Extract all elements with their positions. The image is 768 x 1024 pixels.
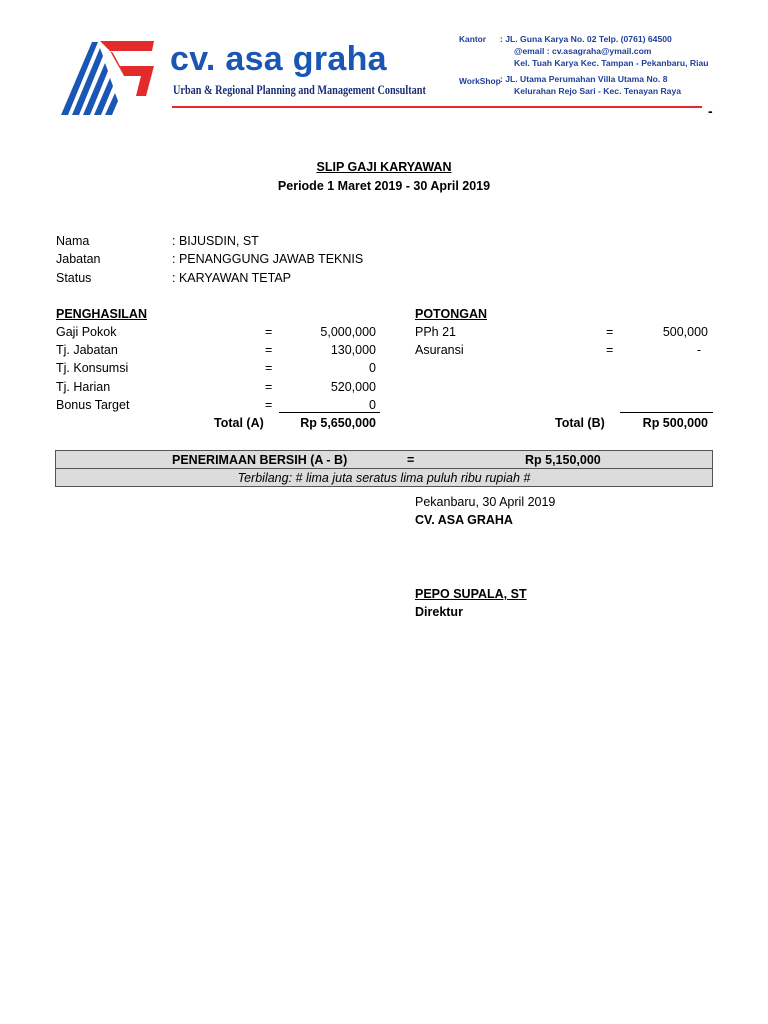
income-row-label: Tj. Harian	[56, 380, 111, 394]
deduction-row-value: -	[696, 343, 701, 357]
income-row-eq: =	[265, 343, 273, 357]
net-pay-bar	[55, 450, 713, 469]
income-row-eq: =	[265, 398, 273, 412]
deduction-row-value: 500,000	[662, 325, 708, 339]
employee-position-label: Jabatan	[56, 252, 101, 266]
employee-status-label: Status	[56, 271, 92, 285]
deduction-row-label: PPh 21	[415, 325, 457, 339]
income-row-value: 0	[369, 361, 376, 375]
deductions-total-value: Rp 500,000	[642, 416, 708, 430]
net-pay-value: Rp 5,150,000	[525, 453, 601, 467]
signature-place-date: Pekanbaru, 30 April 2019	[415, 495, 556, 509]
employee-position-value: : PENANGGUNG JAWAB TEKNIS	[172, 252, 364, 266]
net-pay-label: PENERIMAAN BERSIH (A - B)	[172, 453, 348, 467]
deductions-total-label: Total (B)	[555, 416, 605, 430]
employee-status-value: : KARYAWAN TETAP	[172, 271, 292, 285]
income-row-label: Tj. Konsumsi	[56, 361, 129, 375]
income-row-eq: =	[265, 325, 273, 339]
income-row-label: Bonus Target	[56, 398, 130, 412]
workshop-address: : JL. Utama Perumahan Villa Utama No. 8	[500, 74, 668, 84]
deductions-heading: POTONGAN	[415, 307, 487, 321]
deduction-row-eq: =	[606, 325, 614, 339]
header-rule	[172, 106, 702, 108]
income-row-value: 5,000,000	[320, 325, 376, 339]
signer-name: PEPO SUPALA, ST	[415, 587, 527, 601]
office-label: Kantor	[459, 34, 486, 44]
deduction-row-label: Asuransi	[415, 343, 464, 357]
company-logo	[58, 38, 158, 118]
income-total-rule	[279, 412, 380, 413]
income-total-label: Total (A)	[214, 416, 264, 430]
office-address: : JL. Guna Karya No. 02 Telp. (0761) 64500	[500, 34, 672, 44]
stray-mark: -	[708, 103, 713, 119]
signature-company: CV. ASA GRAHA	[415, 513, 513, 527]
slip-period: Periode 1 Maret 2019 - 30 April 2019	[277, 179, 491, 193]
deductions-total-rule	[620, 412, 713, 413]
employee-name-label: Nama	[56, 234, 90, 248]
office-email: @email : cv.asagraha@ymail.com	[514, 46, 652, 56]
signer-title: Direktur	[415, 605, 463, 619]
employee-name-value: : BIJUSDIN, ST	[172, 234, 259, 248]
income-total-value: Rp 5,650,000	[300, 416, 376, 430]
income-row-eq: =	[265, 380, 273, 394]
income-heading: PENGHASILAN	[56, 307, 147, 321]
office-district: Kel. Tuah Karya Kec. Tampan - Pekanbaru, Riau	[514, 58, 709, 68]
income-row-value: 520,000	[330, 380, 376, 394]
deduction-row-eq: =	[606, 343, 614, 357]
net-pay-words-bar	[55, 468, 713, 487]
income-row-value: 0	[369, 398, 376, 412]
workshop-label: WorkShop	[459, 76, 501, 86]
company-name: cv. asa graha	[170, 40, 387, 78]
income-row-value: 130,000	[330, 343, 376, 357]
income-row-label: Tj. Jabatan	[56, 343, 118, 357]
income-row-eq: =	[265, 361, 273, 375]
company-tagline: Urban & Regional Planning and Management Consultant	[173, 83, 426, 97]
net-pay-in-words: Terbilang: # lima juta seratus lima puluh ribu rupiah #	[237, 471, 531, 485]
net-pay-eq: =	[407, 453, 415, 467]
workshop-district: Kelurahan Rejo Sari - Kec. Tenayan Raya	[514, 86, 682, 96]
income-row-label: Gaji Pokok	[56, 325, 117, 339]
slip-title: SLIP GAJI KARYAWAN	[316, 160, 452, 174]
